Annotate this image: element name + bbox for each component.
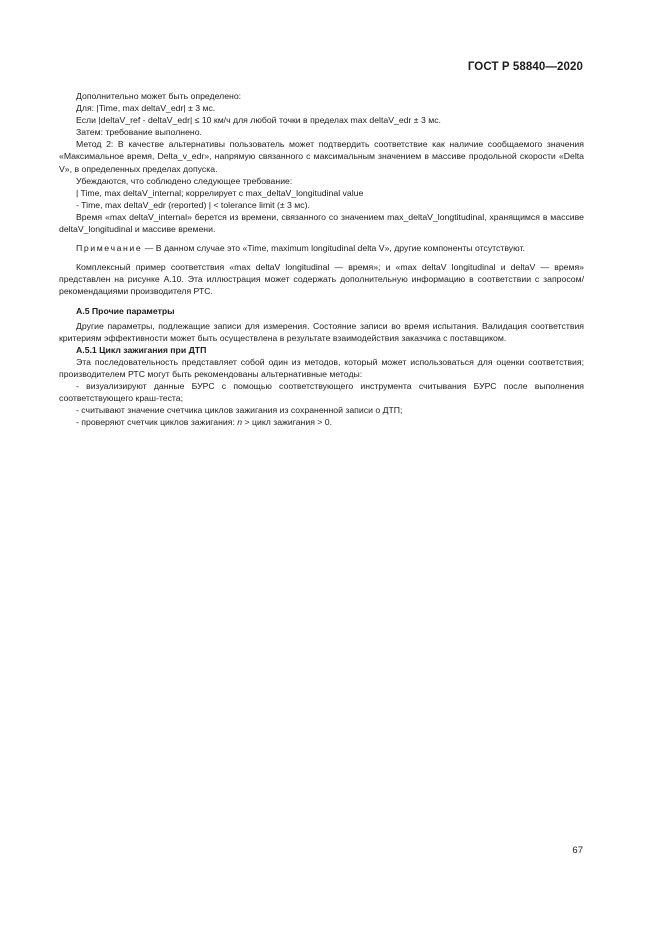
- note: [59, 242, 584, 254]
- standard-designation: ГОСТ Р 58840—2020: [467, 61, 583, 73]
- paragraph: Другие параметры, подлежащие записи для измерения. Состояние записи во время испытания. Валидация соответствия критериям эффективности может быть осуществлена в результате взаимодействия заказчика с поставщиком.: [59, 320, 584, 343]
- paragraph: Для: |Time, max deltaV_edr| ± 3 мс.: [76, 103, 216, 114]
- note-text: — В данном случае это «Time, maximum longitudinal delta V», другие компоненты отсутствуют.: [142, 243, 525, 254]
- paragraph: Комплексный пример соответствия «max deltaV longitudinal — время»; и «max deltaV longitudinal и deltaV — время» представлен на рисунке А.10. Эта иллюстрация может содержать дополнительную информацию в соответствии с запросом/рекомендациями производителя РТС.: [59, 262, 584, 297]
- list-item: - визуализируют данные БУРС с помощью соответствующего инструмента считывания БУРС после выполнения соответствующего краш-теста;: [59, 381, 584, 404]
- page-number: 67: [572, 845, 583, 856]
- list-item: - считывают значение счетчика циклов зажигания из сохраненной записи о ДТП;: [76, 405, 403, 416]
- paragraph-method-2: Метод 2: В качестве альтернативы пользователь может подтвердить соответствие как наличие сообщаемого значения «Максимальное время, Delta_v_edr», напрямую связанного с максимальным значением в массиве продольной скорости «Delta V», в определенных пределах допуска.: [59, 139, 584, 174]
- paragraph: Дополнительно может быть определено:: [76, 91, 242, 101]
- paragraph: Затем: требование выполнено.: [76, 127, 202, 138]
- paragraph: Убеждаются, что соблюдено следующее требование:: [76, 175, 293, 186]
- list-item: [59, 416, 584, 428]
- note-label: Примечание: [76, 243, 143, 254]
- formula-line: - Time, max deltaV_edr (reported) | < tolerance limit (± 3 мс).: [76, 199, 310, 210]
- paragraph: Если |deltaV_ref - deltaV_edr| ≤ 10 км/ч для любой точки в пределах max deltaV_edr ± 3 мс.: [76, 115, 441, 126]
- variable-n: n: [237, 417, 243, 428]
- document-body: [59, 90, 584, 428]
- section-heading-a5: А.5 Прочие параметры: [76, 305, 175, 316]
- paragraph: Время «max deltaV_internal» берется из времени, связанного со значением max_deltaV_longtitudinal, хранящимся в массиве deltaV_longitudinal и массиве времени.: [59, 211, 584, 235]
- paragraph: Эта последовательность представляет собой один из методов, который может использоваться для оценки соответствия; производителем РТС могут быть рекомендованы альтернативные методы:: [59, 356, 584, 379]
- formula-line: | Time, max deltaV_internal; коррелирует с max_deltaV_longitudinal value: [76, 187, 364, 198]
- list-item-text: - проверяют счетчик циклов зажигания:: [76, 417, 238, 428]
- section-heading-a5-1: А.5.1 Цикл зажигания при ДТП: [76, 344, 207, 355]
- list-item-text: > цикл зажигания > 0.: [242, 417, 333, 428]
